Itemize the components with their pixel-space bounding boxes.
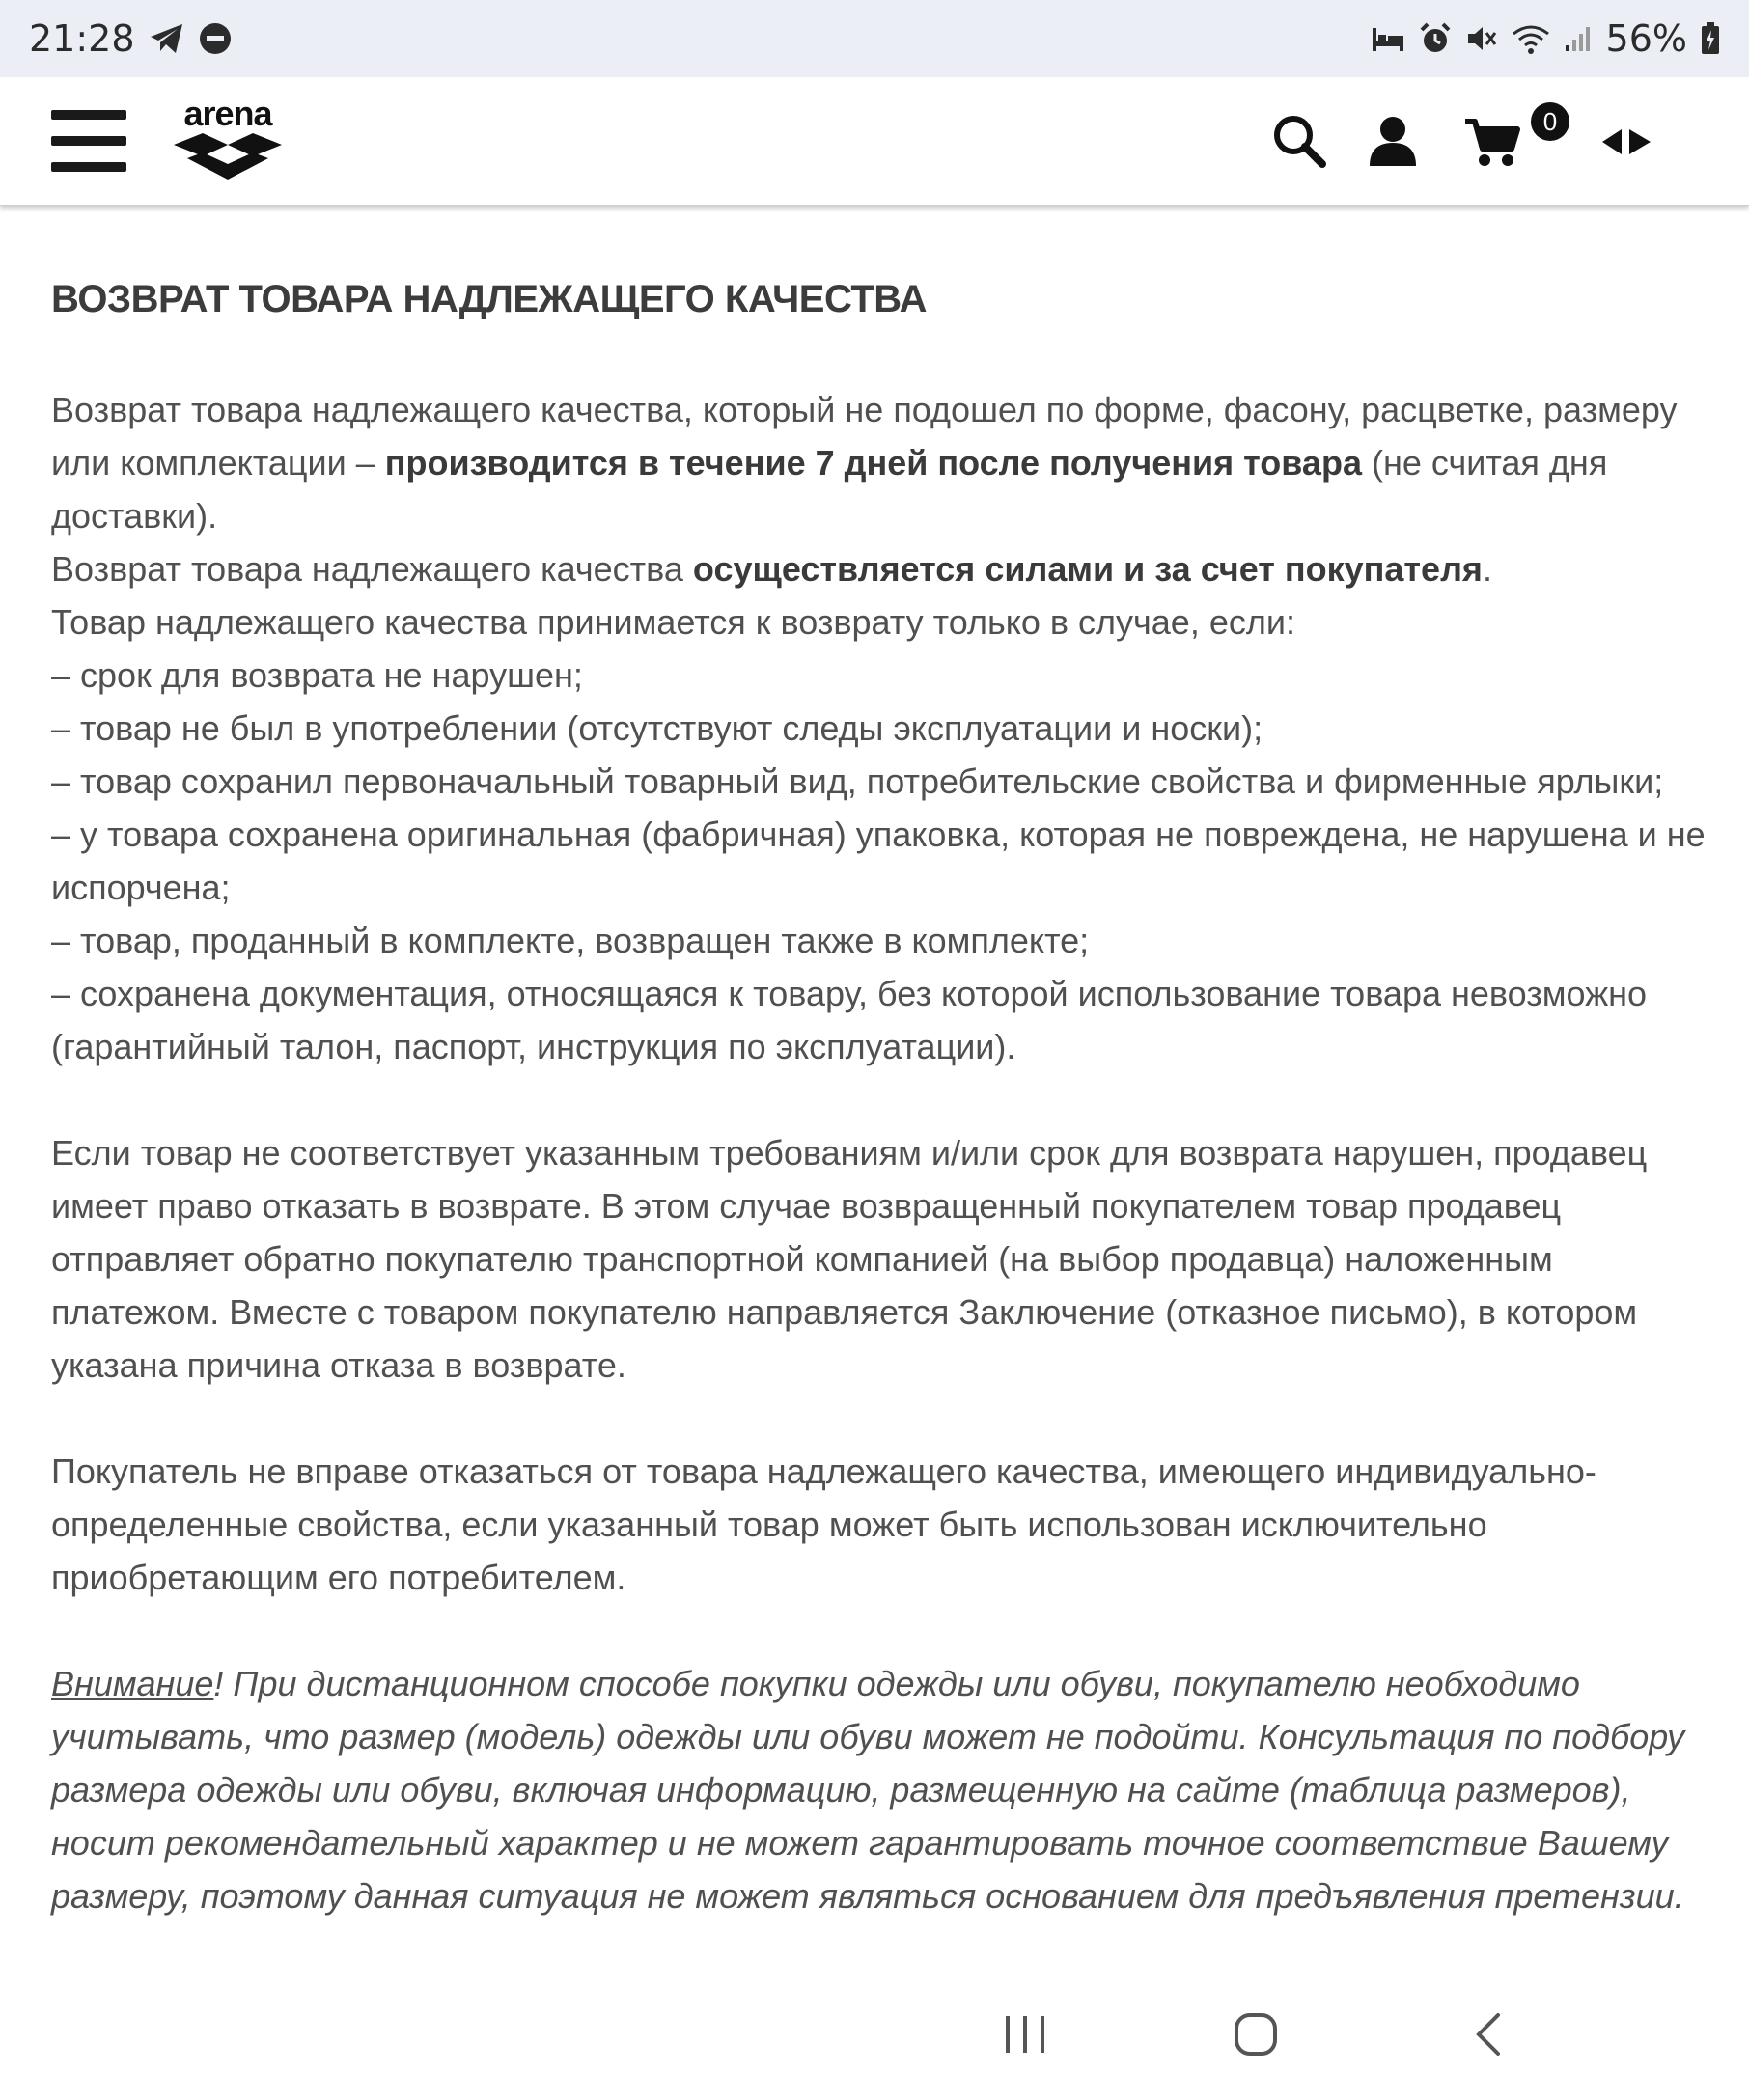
notice-text: ! При дистанционном способе покупки одежды или обуви, покупателю необходимо учитывать, что размер (модель) одежды или обуви может не подойти. Консультация по подбору размера одежды или обуви, включая информацию, размещенную на сайте (таблица размеров), носит рекомендательный характер и не может гарантировать точное соответствие Вашему размеру, поэтому данная ситуация не может являться основанием для предъявления претензии. bbox=[51, 1664, 1685, 1916]
logo-diamonds-icon bbox=[174, 133, 282, 181]
page-title: ВОЗВРАТ ТОВАРА НАДЛЕЖАЩЕГО КАЧЕСТВА bbox=[51, 278, 928, 320]
condition-item: – товар не был в употреблении (отсутствуют следы эксплуатации и носки); bbox=[51, 708, 1263, 748]
recent-apps-icon[interactable] bbox=[1004, 2012, 1046, 2061]
paragraph-return-period bbox=[51, 383, 1711, 542]
p2-text: Возврат товара надлежащего качества bbox=[51, 549, 693, 589]
do-not-disturb-icon bbox=[199, 22, 232, 55]
condition-item: – товар, проданный в комплекте, возвращен также в комплекте; bbox=[51, 921, 1090, 960]
cart-icon[interactable] bbox=[1463, 118, 1521, 173]
home-icon[interactable] bbox=[1234, 2012, 1278, 2061]
p1-text: Возврат товара надлежащего качества, который не подошел по форме, фасону, расцветке, размеру или комплектации – bbox=[51, 390, 1678, 483]
status-time: 21:28 bbox=[29, 17, 135, 60]
paragraph-refusal: Если товар не соответствует указанным требованиям и/или срок для возврата нарушен, продавец имеет право отказать в возврате. В этом случае возвращенный покупателем товар продавец отправляет обратно покупателю транспортной компанией (на выбор продавца) наложенным платежом. Вместе с товаром покупателю направляется Заключение (отказное письмо), в котором указана причина отказа в возврате. bbox=[51, 1133, 1648, 1385]
wifi-icon bbox=[1512, 22, 1550, 55]
p2-text-end: . bbox=[1482, 549, 1492, 589]
account-icon[interactable] bbox=[1369, 116, 1417, 171]
logo-text: arena bbox=[183, 94, 272, 133]
battery-icon bbox=[1701, 22, 1720, 55]
mute-icon bbox=[1465, 22, 1498, 55]
condition-item: – сохранена документация, относящаяся к товару, без которой использование товара невозможно (гарантийный талон, паспорт, инструкция по эксплуатации). bbox=[51, 974, 1648, 1066]
condition-item: – товар сохранил первоначальный товарный вид, потребительские свойства и фирменные ярлыки; bbox=[51, 761, 1664, 801]
menu-icon[interactable] bbox=[51, 110, 126, 172]
notice-paragraph bbox=[51, 1657, 1711, 1922]
system-navigation-bar bbox=[0, 1988, 1749, 2100]
status-bar bbox=[0, 0, 1749, 77]
search-icon[interactable] bbox=[1272, 114, 1326, 173]
arena-logo[interactable] bbox=[174, 94, 282, 183]
sleep-mode-icon bbox=[1371, 24, 1405, 53]
p1-text-end: (не считая дня доставки). bbox=[51, 443, 1608, 536]
return-policy-content bbox=[51, 261, 1711, 1922]
battery-percent: 56% bbox=[1605, 17, 1687, 60]
switch-arrows-icon[interactable] bbox=[1602, 125, 1651, 163]
paragraph-return-cost bbox=[51, 542, 1711, 595]
p1-bold: производится в течение 7 дней после получения товара bbox=[384, 443, 1362, 483]
paragraph-conditions-intro: Товар надлежащего качества принимается к возврату только в случае, если: bbox=[51, 602, 1295, 642]
site-header bbox=[0, 77, 1749, 206]
cart-count-badge: 0 bbox=[1531, 102, 1569, 141]
signal-icon bbox=[1564, 24, 1593, 53]
back-icon[interactable] bbox=[1473, 2012, 1502, 2061]
paragraph-individual-goods: Покупатель не вправе отказаться от товара надлежащего качества, имеющего индивидуально-определенные свойства, если указанный товар может быть использован исключительно приобретающим его потребителем. bbox=[51, 1451, 1596, 1597]
condition-item: – срок для возврата не нарушен; bbox=[51, 655, 583, 695]
p2-bold: осуществляется силами и за счет покупателя bbox=[692, 549, 1483, 589]
notice-label: Внимание bbox=[51, 1664, 214, 1703]
condition-item: – у товара сохранена оригинальная (фабричная) упаковка, которая не повреждена, не нарушена и не испорчена; bbox=[51, 815, 1706, 907]
telegram-icon bbox=[149, 22, 185, 55]
alarm-icon bbox=[1419, 22, 1452, 55]
